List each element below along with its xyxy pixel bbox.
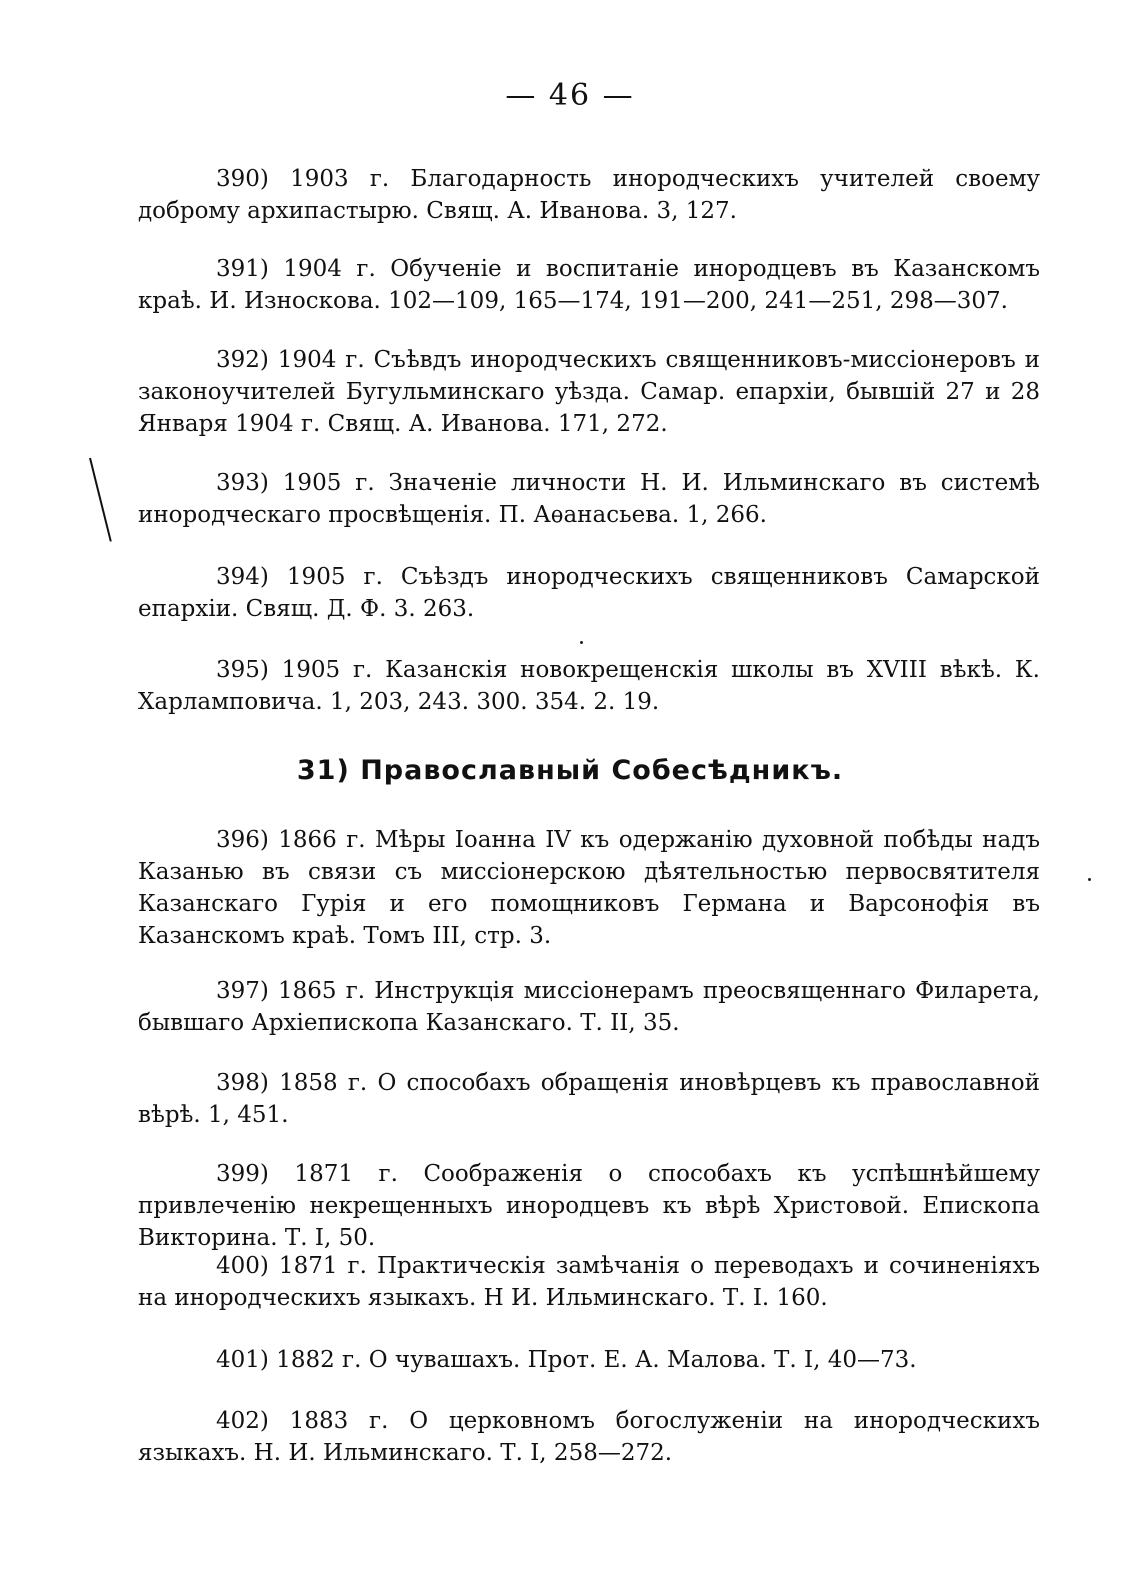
ink-speck xyxy=(580,641,583,644)
entry-391: 391) 1904 г. Обученіе и воспитаніе инородцевъ въ Казанскомъ краѣ. И. Износкова. 102—109, 165—174, 191—200, 241—251, 298—307. xyxy=(138,256,1040,314)
entry-394: 394) 1905 г. Съѣздъ инородческихъ священниковъ Самарской епархіи. Свящ. Д. Ф. 3. 263. xyxy=(138,564,1040,622)
entry-397: 397) 1865 г. Инструкція миссіонерамъ преосвященнаго Филарета, бывшаго Архіепископа Казанскаго. Т. II, 35. xyxy=(138,978,1040,1036)
page-number: — 46 — xyxy=(505,78,635,113)
entry-396: 396) 1866 г. Мѣры Іоанна IV къ одержанію духовной побѣды надъ Казанью въ связи съ миссіонерскою дѣятельностью первосвятителя Казанскаго Гурія и его помощниковъ Германа и Варсонофія въ Казанскомъ краѣ. Томъ III, стр. 3. xyxy=(138,827,1040,949)
section-heading: 31) Православный Собесѣдникъ. xyxy=(296,755,844,786)
entry-399: 399) 1871 г. Соображенія о способахъ къ успѣшнѣйшему привлеченію некрещенныхъ инородцевъ къ вѣрѣ Христовой. Епископа Викторина. Т. I, 50. xyxy=(138,1161,1040,1251)
entry-390: 390) 1903 г. Благодарность инородческихъ учителей своему доброму архипастырю. Свящ. А. Иванова. 3, 127. xyxy=(138,166,1040,224)
ink-speck xyxy=(1088,878,1091,881)
entry-401: 401) 1882 г. О чувашахъ. Прот. Е. А. Малова. Т. I, 40—73. xyxy=(216,1347,917,1373)
entry-400: 400) 1871 г. Практическія замѣчанія о переводахъ и сочиненіяхъ на инородческихъ языкахъ. Н И. Ильминскаго. Т. I. 160. xyxy=(138,1253,1040,1311)
margin-pen-mark xyxy=(89,458,112,542)
entry-392: 392) 1904 г. Съѣвдъ инородческихъ священниковъ-миссіонеровъ и законоучителей Бугульминскаго уѣзда. Самар. епархіи, бывшій 27 и 28 Января 1904 г. Свящ. А. Иванова. 171, 272. xyxy=(138,347,1040,437)
entry-402: 402) 1883 г. О церковномъ богослуженіи на инородческихъ языкахъ. Н. И. Ильминскаго. Т. I, 258—272. xyxy=(138,1408,1040,1466)
entry-393: 393) 1905 г. Значеніе личности Н. И. Ильминскаго въ системѣ инородческаго просвѣщенія. П. Аѳанасьева. 1, 266. xyxy=(138,470,1040,528)
entry-398: 398) 1858 г. О способахъ обращенія иновѣрцевъ къ православной вѣрѣ. 1, 451. xyxy=(138,1070,1040,1128)
entry-395: 395) 1905 г. Казанскія новокрещенскія школы въ XVIII вѣкѣ. К. Харламповича. 1, 203, 243. 300. 354. 2. 19. xyxy=(138,657,1040,715)
